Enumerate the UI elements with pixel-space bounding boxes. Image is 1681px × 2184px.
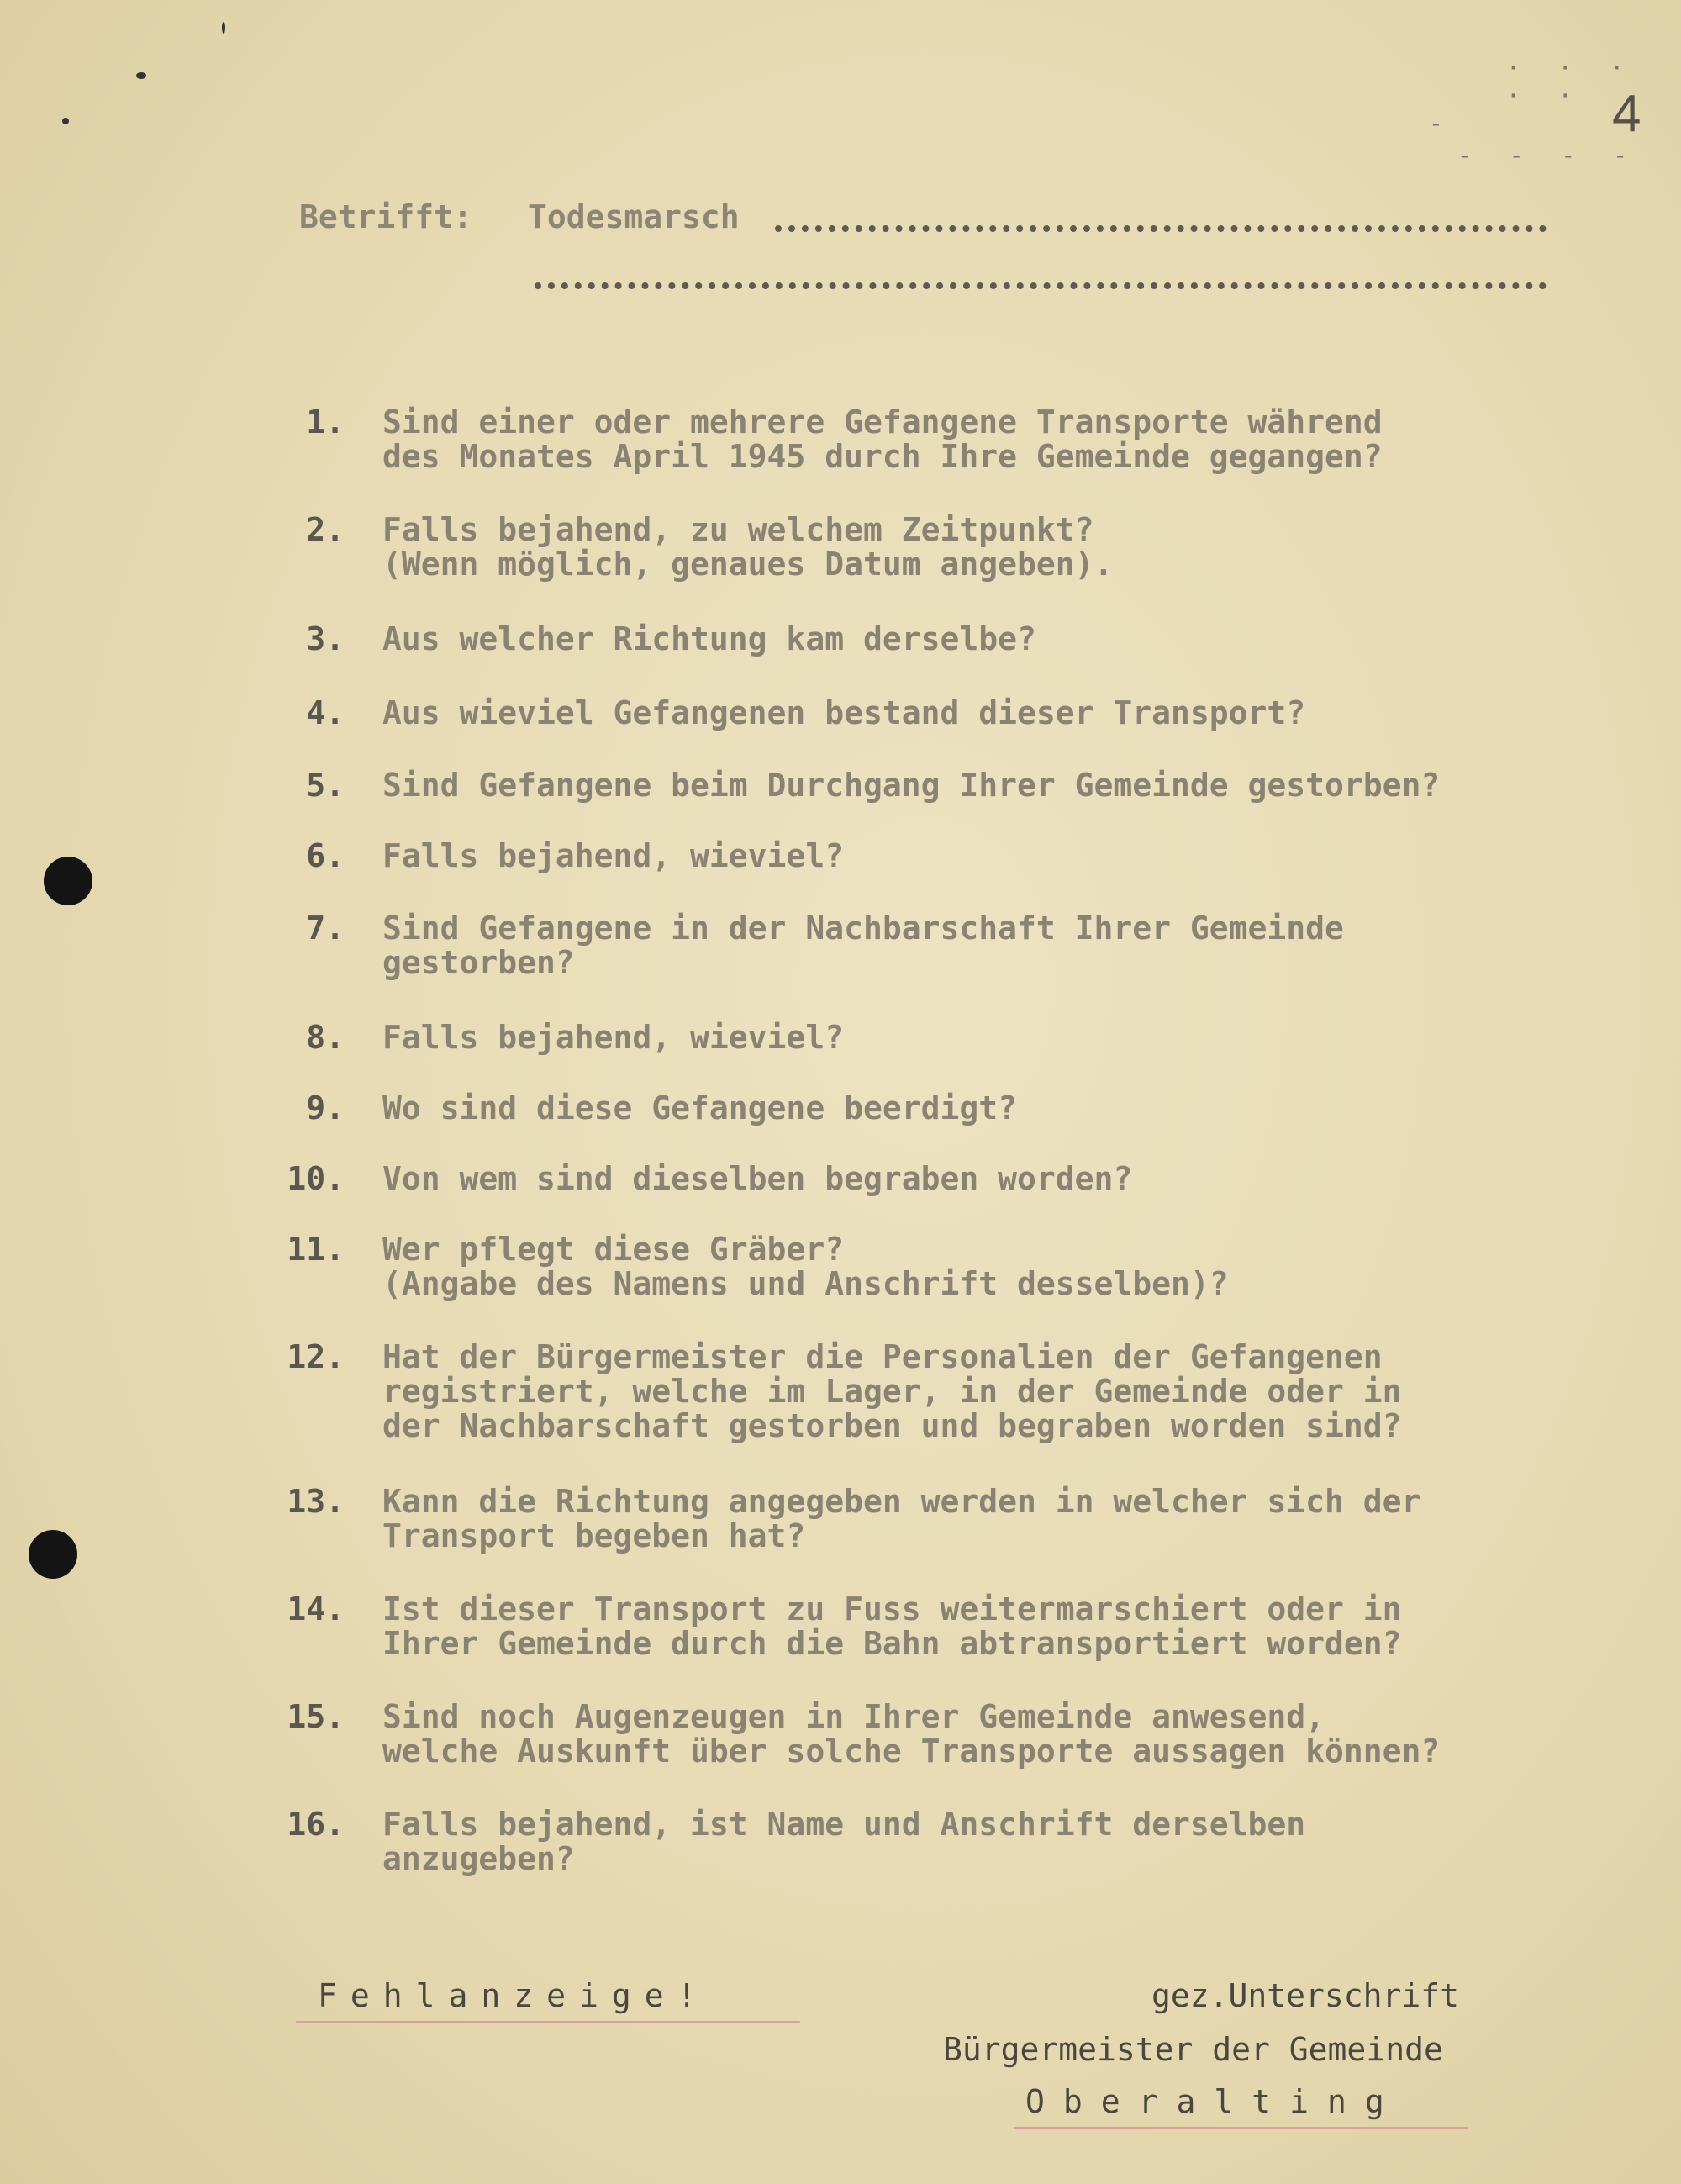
punch-hole-upper <box>44 857 92 905</box>
question-number: 14. <box>287 1591 345 1627</box>
question-text: Hat der Bürgermeister die Personalien der Gefangenen registriert, welche im Lager, in der Gemeinde oder in der Nachbarschaft gestorben und begraben worden sind? <box>382 1338 1402 1444</box>
question-number: 5. <box>306 767 345 804</box>
question-text: Wo sind diese Gefangene beerdigt? <box>382 1089 1017 1126</box>
subject-label: Betrifft: <box>299 198 472 235</box>
signed-note: gez.Unterschrift <box>1151 1977 1460 2014</box>
question-text: Falls bejahend, zu welchem Zeitpunkt? (Wenn möglich, genaues Datum angeben). <box>382 511 1114 583</box>
subject-dotted-line-1 <box>775 225 1547 232</box>
question-text: Sind Gefangene beim Durchgang Ihrer Gemeinde gestorben? <box>382 767 1441 804</box>
question-text: Aus wieviel Gefangenen bestand dieser Transport? <box>382 694 1306 731</box>
ink-speck <box>136 72 146 79</box>
question-number: 2. <box>306 511 345 548</box>
subject-dotted-line-2 <box>535 282 1547 289</box>
question-number: 9. <box>306 1089 345 1126</box>
corner-dots-top: · · · · · <box>1506 54 1636 109</box>
punch-hole-lower <box>29 1530 77 1579</box>
ink-speck <box>222 22 225 34</box>
question-text: Wer pflegt diese Gräber? (Angabe des Namens und Anschrift desselben)? <box>382 1231 1229 1302</box>
corner-dots-bottom: - - - - <box>1457 141 1640 169</box>
question-text: Ist dieser Transport zu Fuss weitermarschiert oder in Ihrer Gemeinde durch die Bahn abtransportiert worden? <box>382 1591 1402 1662</box>
page-number: 4 <box>1612 85 1641 143</box>
question-text: Sind Gefangene in der Nachbarschaft Ihrer Gemeinde gestorben? <box>382 910 1344 981</box>
question-text: Aus welcher Richtung kam derselbe? <box>382 620 1036 657</box>
question-number: 1. <box>306 404 345 440</box>
question-text: Falls bejahend, ist Name und Anschrift derselben anzugeben? <box>382 1806 1306 1877</box>
nil-return-note: Fehlanzeige! <box>318 1977 710 2014</box>
question-text: Falls bejahend, wieviel? <box>382 837 845 874</box>
corner-dots-mid: - <box>1429 109 1455 137</box>
question-number: 15. <box>287 1698 345 1735</box>
question-number: 16. <box>287 1806 345 1843</box>
question-number: 8. <box>306 1019 345 1056</box>
question-text: Falls bejahend, wieviel? <box>382 1019 845 1056</box>
question-number: 3. <box>306 620 345 657</box>
question-number: 4. <box>306 694 345 731</box>
village-name: Oberalting <box>1025 2083 1403 2120</box>
question-number: 7. <box>306 910 345 947</box>
question-text: Sind noch Augenzeugen in Ihrer Gemeinde anwesend, welche Auskunft über solche Transporte aussagen können? <box>382 1698 1441 1770</box>
question-number: 13. <box>287 1483 345 1520</box>
question-text: Kann die Richtung angegeben werden in welcher sich der Transport begeben hat? <box>382 1483 1421 1554</box>
question-number: 10. <box>287 1160 345 1197</box>
ink-speck <box>62 118 69 124</box>
subject-line <box>299 198 740 235</box>
question-number: 12. <box>287 1338 345 1375</box>
question-number: 11. <box>287 1231 345 1268</box>
village-underline <box>1014 2127 1468 2129</box>
subject-value: Todesmarsch <box>528 198 740 235</box>
question-text: Sind einer oder mehrere Gefangene Transporte während des Monates April 1945 durch Ihre Gemeinde gegangen? <box>382 404 1383 475</box>
question-text: Von wem sind dieselben begraben worden? <box>382 1160 1133 1197</box>
nil-return-underline <box>296 2021 800 2023</box>
mayor-title: Bürgermeister der Gemeinde <box>943 2031 1443 2068</box>
question-number: 6. <box>306 837 345 874</box>
